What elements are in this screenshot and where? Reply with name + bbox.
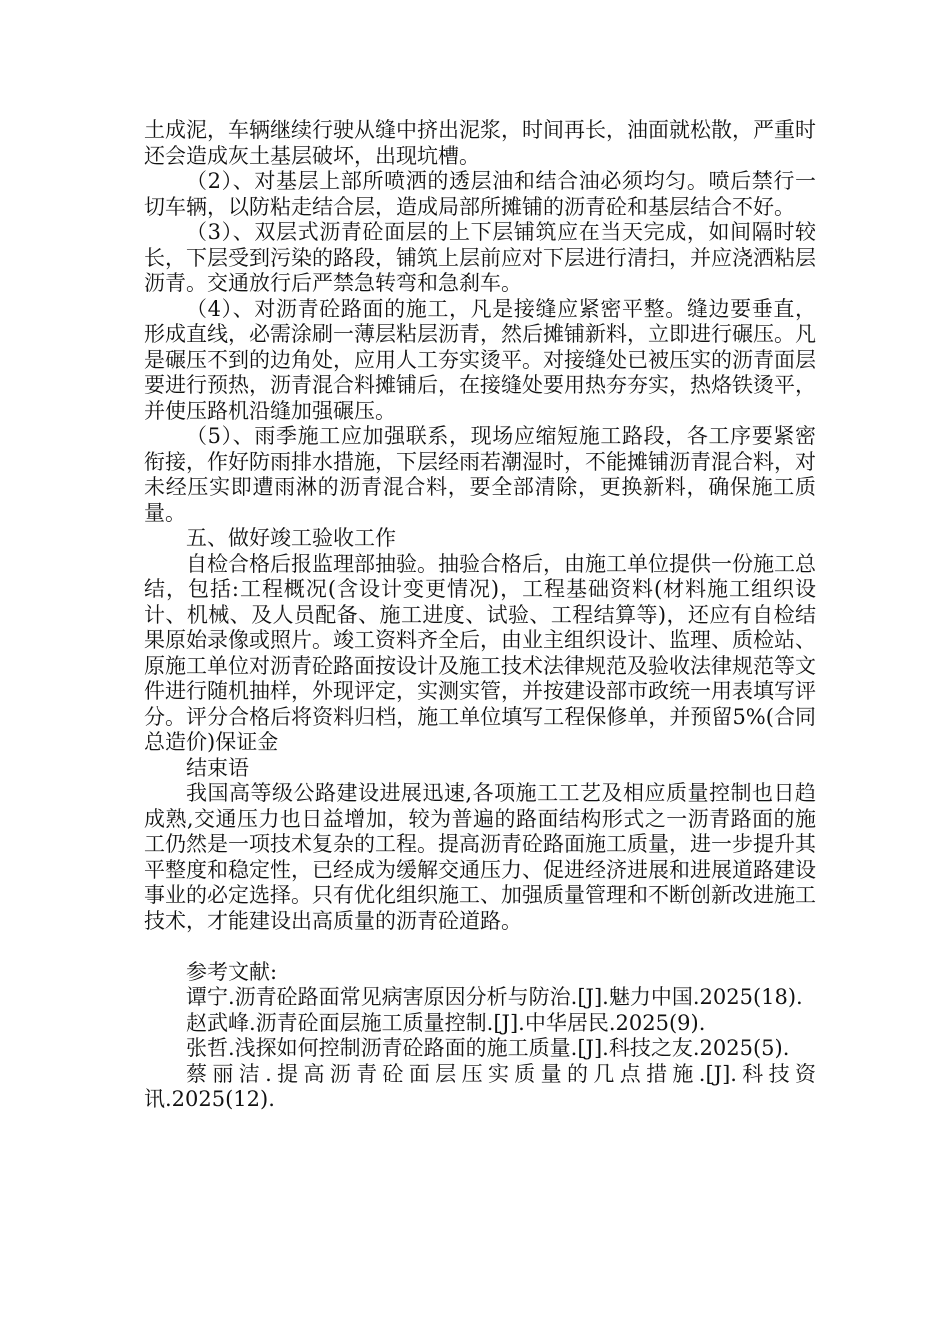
paragraph-acceptance: 自检合格后报监理部抽验。抽验合格后，由施工单位提供一份施工总结，包括:工程概况(含设计变更情况)，工程基础资料(材料施工组织设计、机械、及人员配备、施工进度、试验、工程结算等)，还应有自检结果原始录像或照片。竣工资料齐全后，由业主组织设计、监理、质检站、原施工单位对沥青砼路面按设计及施工技术法律规范及验收法律规范等文件进行随机抽样，外现评定，实测实管，并按建设部市政统一用表填写评分。评分合格后将资料归档，施工单位填写工程保修单，并预留5%(合同总造价)保证金 bbox=[144, 551, 816, 754]
reference-item: 赵武峰.沥青砼面层施工质量控制.[J].中华居民.2025(9). bbox=[186, 1010, 706, 1035]
blank-line bbox=[144, 934, 816, 960]
section-heading-acceptance: 五、做好竣工验收工作 bbox=[186, 526, 396, 550]
paragraph-item-5: （5）、雨季施工应加强联系，现场应缩短施工路段，各工序要紧密衔接，作好防雨排水措施，下层经雨若潮湿时，不能摊铺沥青混合料，对未经压实即遭雨淋的沥青混合料，要全部清除，更换新料，确保施工质量。 bbox=[144, 424, 816, 525]
paragraph-continuation: 土成泥，车辆继续行驶从缝中挤出泥浆，时间再长，油面就松散，严重时还会造成灰土基层破坏，出现坑槽。 bbox=[144, 118, 816, 168]
paragraph-item-2: （2）、对基层上部所喷洒的透层油和结合油必须均匀。喷后禁行一切车辆，以防粘走结合层，造成局部所摊铺的沥青砼和基层结合不好。 bbox=[144, 169, 816, 219]
paragraph-conclusion: 我国高等级公路建设进展迅速,各项施工工艺及相应质量控制也日趋成熟,交通压力也日益增加，较为普遍的路面结构形式之一沥青路面的施工仍然是一项技术复杂的工程。提高沥青砼路面施工质量，进一步提升其平整度和稳定性，已经成为缓解交通压力、促进经济进展和进展道路建设事业的必定选择。只有优化组织施工、加强质量管理和不断创新改进施工技术，才能建设出高质量的沥青砼道路。 bbox=[144, 781, 816, 933]
reference-item: 谭宁.沥青砼路面常见病害原因分析与防治.[J].魅力中国.2025(18). bbox=[186, 985, 803, 1009]
reference-item: 张哲.浅探如何控制沥青砼路面的施工质量.[J].科技之友.2025(5). bbox=[186, 1036, 790, 1060]
references-heading: 参考文献: bbox=[186, 959, 278, 984]
paragraph-item-3: （3）、双层式沥青砼面层的上下层铺筑应在当天完成，如间隔时较长，下层受到污染的路段，铺筑上层前应对下层进行清扫，并应浇洒粘层沥青。交通放行后严禁急转弯和急刹车。 bbox=[144, 220, 816, 295]
reference-item: 蔡丽洁.提高沥青砼面层压实质量的几点措施.[J].科技资讯.2025(12). bbox=[144, 1061, 816, 1111]
paragraph-item-4: （4）、对沥青砼路面的施工，凡是接缝应紧密平整。缝边要垂直，形成直线，必需涂刷一薄层粘层沥青，然后摊铺新料，立即进行碾压。凡是碾压不到的边角处，应用人工夯实烫平。对接缝处已被压实的沥青面层要进行预热，沥青混合料摊铺后，在接缝处要用热夯夯实，热烙铁烫平，并使压路机沿缝加强碾压。 bbox=[144, 296, 816, 423]
section-heading-conclusion: 结束语 bbox=[186, 755, 249, 780]
document-body bbox=[144, 118, 816, 1113]
